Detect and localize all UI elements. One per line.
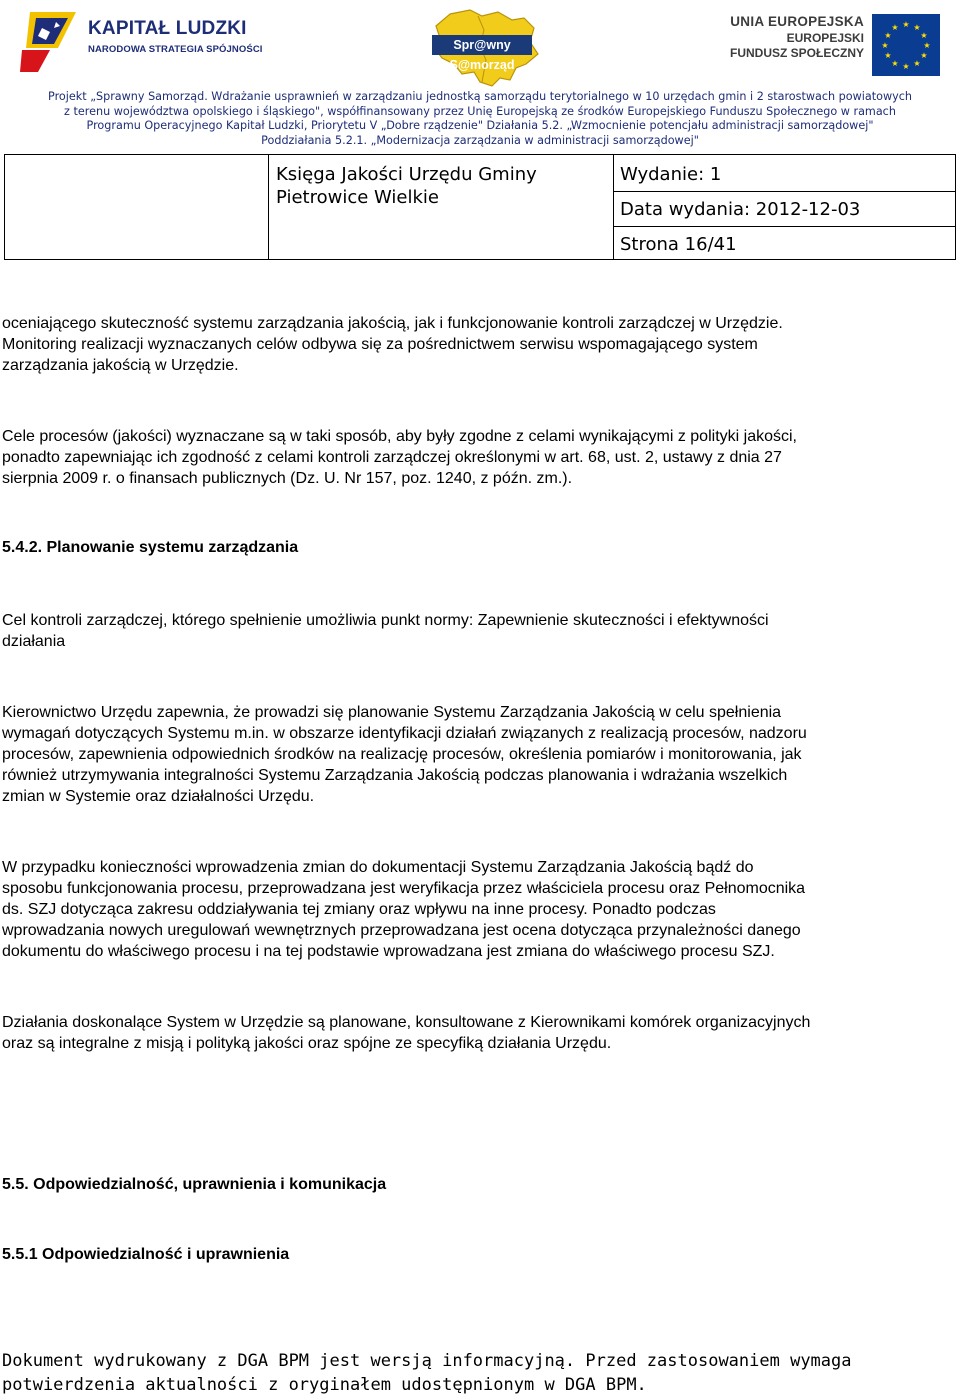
footer-line: potwierdzenia aktualności z oryginałem udostępnionym w DGA BPM. [2,1375,647,1395]
text-line: ds. SZJ dotycząca zakresu oddziaływania tej zmiany oraz wpływu na inne procesy. Ponadto podczas [2,901,716,918]
eu-flag-icon [872,14,940,76]
paragraph-process-goals [2,426,958,489]
unia-europejska-logo [724,8,940,74]
svg-text:★: ★ [920,31,928,40]
text-line: dokumentu do właściwego procesu i na tej podstawie wprowadzana jest zmiana do właściwego procesu SZJ. [2,943,775,960]
text-line: Monitoring realizacji wyznaczanych celów odbywa się za pośrednictwem serwisu wspomagającego system [2,336,758,353]
table-divider [613,191,955,192]
svg-text:★: ★ [891,23,899,32]
document-title [276,163,537,209]
edition-label: Wydanie: 1 [620,164,722,185]
svg-text:★: ★ [884,51,892,60]
document-title-line2: Pietrowice Wielkie [276,187,440,208]
section-heading-5-5-1: 5.5.1 Odpowiedzialność i uprawnienia [2,1246,290,1263]
section-heading-5-4-2: 5.4.2. Planowanie systemu zarządzania [2,539,299,556]
section-heading-5-5: 5.5. Odpowiedzialność, uprawnienia i komunikacja [2,1176,387,1193]
kapital-ludzki-emblem-icon [20,8,82,74]
paragraph-management-planning [2,702,958,807]
svg-text:★: ★ [884,31,892,40]
project-info-line: Poddziałania 5.2.1. „Modernizacja zarządzania w administracji samorządowej" [261,133,699,147]
paragraph-monitoring [2,313,958,376]
project-info-line: Projekt „Sprawny Samorząd. Wdrażanie usprawnień w zarządzaniu jednostką samorządu terytorialnego w 10 urzędach gmin i 2 starostwach powiatowych [48,90,912,103]
text-line: wymagań dotyczących Systemu m.in. w obszarze identyfikacji działań związanych z realizacją procesów, nadzoru [2,725,807,742]
page-number-label: Strona 16/41 [620,234,737,255]
text-line: W przypadku konieczności wprowadzenia zmian do dokumentacji Systemu Zarządzania Jakością bądź do [2,859,754,876]
text-line: oraz są integralne z misją i polityką jakości oraz spójne ze specyfiką działania Urzędu. [2,1035,612,1052]
project-info-line: z terenu województwa opolskiego i śląskiego", współfinansowany przez Unię Europejską ze środków Europejskiego Funduszu Społecznego w ramach [64,104,896,118]
document-header-table [4,154,956,260]
document-title-line1: Księga Jakości Urzędu Gminy [276,164,537,185]
footer-note [2,1349,958,1397]
svg-text:★: ★ [920,51,928,60]
table-divider [268,155,269,259]
text-line: Cele procesów (jakości) wyznaczane są w taki sposób, aby były zgodne z celami wynikającymi z polityki jakości, [2,428,797,445]
svg-text:★: ★ [881,41,889,50]
ue-fund-line2: FUNDUSZ SPOŁECZNY [729,46,864,60]
issue-date-label: Data wydania: 2012-12-03 [620,199,861,220]
svg-text:★: ★ [913,59,921,68]
text-line: Działania doskonalące System w Urzędzie są planowane, konsultowane z Kierownikami komórek organizacyjnych [2,1014,811,1031]
kapital-ludzki-title: KAPITAŁ LUDZKI [88,18,247,39]
paragraph-control-goal [2,610,958,652]
text-line: działania [2,633,66,650]
ue-title: UNIA EUROPEJSKA [730,14,864,29]
project-info-line: Programu Operacyjnego Kapitał Ludzki, Priorytetu V „Dobre rządzenie" Działania 5.2. „Wzmocnienie potencjału administracji samorządowej" [86,119,874,132]
paragraph-improvement-actions [2,1012,958,1054]
text-line: Kierownictwo Urzędu zapewnia, że prowadzi się planowanie Systemu Zarządzania Jakością w celu spełnienia [2,704,782,721]
text-line: zarządzania jakością w Urzędzie. [2,357,239,374]
text-line: procesów, zapewnienia odpowiednich środków na realizację procesów, określenia pomiarów i monitorowania, jak [2,746,802,763]
paragraph-documentation-changes [2,857,958,962]
svg-text:★: ★ [902,20,910,29]
project-info [0,90,960,148]
kapital-ludzki-logo [20,8,280,74]
text-line: Cel kontroli zarządczej, którego spełnienie umożliwia punkt normy: Zapewnienie skuteczności i efektywności [2,612,769,629]
text-line: oceniającego skuteczność systemu zarządzania jakością, jak i funkcjonowanie kontroli zarządczej w Urzędzie. [2,315,783,332]
sprawny-samorzad-text: Spr@wny S@morząd [432,35,532,55]
ue-fund-line1: EUROPEJSKI [786,31,864,45]
footer-line: Dokument wydrukowany z DGA BPM jest wersją informacyjną. Przed zastosowaniem wymaga [2,1351,852,1371]
svg-text:★: ★ [891,59,899,68]
kapital-ludzki-subtitle: NARODOWA STRATEGIA SPÓJNOŚCI [88,44,263,55]
svg-text:★: ★ [923,41,931,50]
sprawny-samorzad-logo [420,8,550,88]
svg-text:★: ★ [913,23,921,32]
svg-text:★: ★ [902,62,910,71]
table-divider [613,226,955,227]
text-line: ponadto zapewniając ich zgodność z celami kontroli zarządczej określonymi w art. 68, ust. 2, ustawy z dnia 27 [2,449,782,466]
text-line: wprowadzania nowych uregulowań wewnętrznych przeprowadzana jest ocena dotycząca przynależności danego [2,922,801,939]
text-line: zmian w Systemie oraz działalności Urzędu. [2,788,315,805]
text-line: sposobu funkcjonowania procesu, przeprowadzana jest weryfikacja przez właściciela procesu oraz Pełnomocnika [2,880,806,897]
table-divider [613,155,614,259]
text-line: również utrzymywania integralności Systemu Zarządzania Jakością podczas planowania i wdrażania wszelkich [2,767,788,784]
text-line: sierpnia 2009 r. o finansach publicznych (Dz. U. Nr 157, poz. 1240, z późn. zm.). [2,470,573,487]
